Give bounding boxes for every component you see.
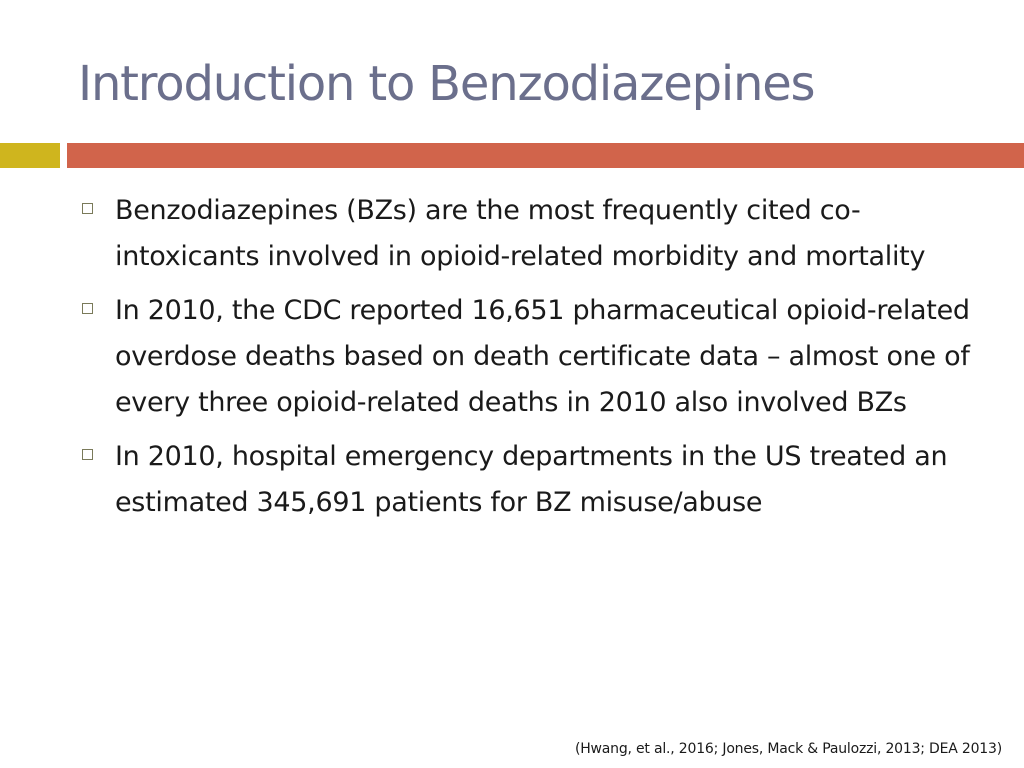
bullet-text: In 2010, the CDC reported 16,651 pharmaceutical opioid-related overdose deaths based on death certificate data – almost one of every three opioid-related deaths in 2010 also involved BZs — [115, 295, 970, 418]
bullet-item — [80, 434, 980, 526]
bullet-text: In 2010, hospital emergency departments in the US treated an estimated 345,691 patients for BZ misuse/abuse — [115, 441, 948, 518]
hollow-square-bullet-icon — [82, 303, 93, 314]
accent-bar-left — [0, 143, 60, 168]
citation: (Hwang, et al., 2016; Jones, Mack & Paulozzi, 2013; DEA 2013) — [574, 741, 1002, 757]
hollow-square-bullet-icon — [82, 449, 93, 460]
hollow-square-bullet-icon — [82, 203, 93, 214]
bullet-list — [80, 188, 980, 534]
bullet-item — [80, 188, 980, 280]
slide-title: Introduction to Benzodiazepines — [78, 56, 815, 112]
bullet-text: Benzodiazepines (BZs) are the most frequently cited co-intoxicants involved in opioid-related morbidity and mortality — [115, 195, 926, 272]
accent-bar-right — [67, 143, 1024, 168]
bullet-item — [80, 288, 980, 426]
